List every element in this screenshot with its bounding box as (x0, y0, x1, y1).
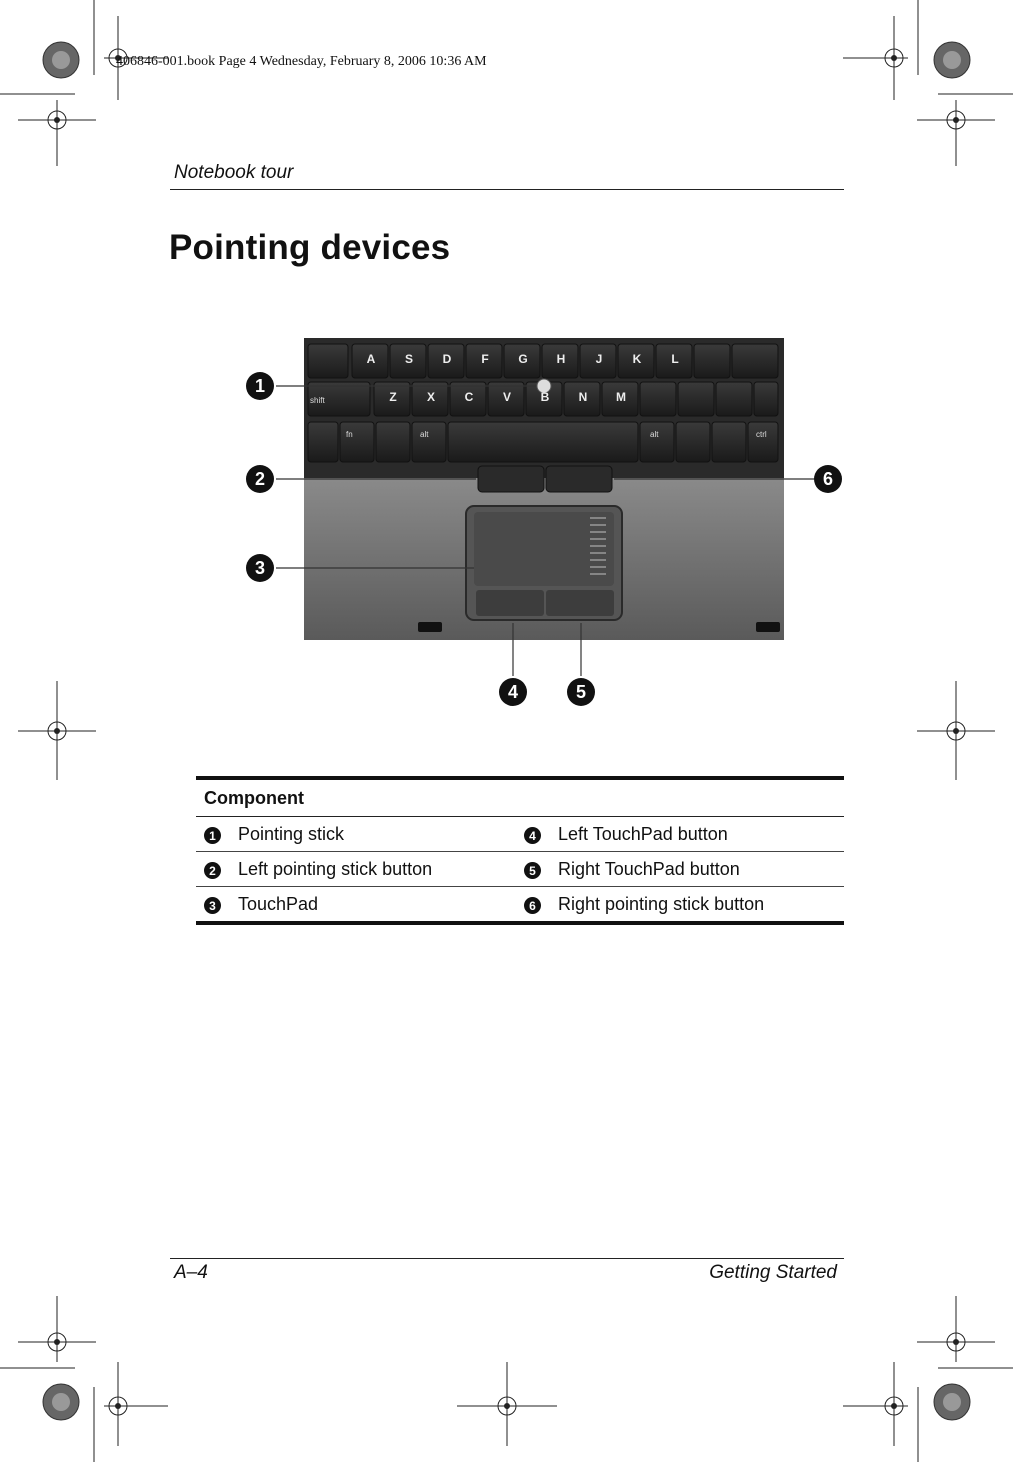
callout-badge: 3 (204, 897, 221, 914)
footer-rule (170, 1258, 844, 1259)
callout-3: 3 (246, 554, 274, 582)
component-name: Right TouchPad button (550, 852, 844, 887)
component-name: Pointing stick (230, 817, 516, 852)
component-name: TouchPad (230, 887, 516, 924)
callout-badge: 1 (204, 827, 221, 844)
table-row (196, 852, 844, 887)
callout-5: 5 (567, 678, 595, 706)
key-shift-left: shift (310, 396, 325, 405)
key-fn: fn (346, 430, 353, 439)
header-rule (170, 189, 844, 190)
callout-4: 4 (499, 678, 527, 706)
key-row-bottom: Z X C V B N M (389, 390, 626, 404)
table-row (196, 817, 844, 852)
component-name: Left TouchPad button (550, 817, 844, 852)
page-title: Pointing devices (169, 228, 451, 267)
component-table (196, 776, 844, 925)
callout-badge: 5 (524, 862, 541, 879)
table-row (196, 887, 844, 924)
running-head: Notebook tour (174, 162, 294, 183)
component-name: Right pointing stick button (550, 887, 844, 924)
callout-badge: 6 (524, 897, 541, 914)
pointing-devices-figure (240, 330, 850, 710)
table-header: Component (196, 778, 844, 817)
key-alt-right: alt (650, 430, 659, 439)
key-row-home: A S D F G H J K L (366, 352, 679, 366)
component-name: Left pointing stick button (230, 852, 516, 887)
print-slug: 406846-001.book Page 4 Wednesday, February 8, 2006 10:36 AM (116, 54, 487, 69)
callout-badge: 2 (204, 862, 221, 879)
callout-2: 2 (246, 465, 274, 493)
callout-6: 6 (814, 465, 842, 493)
table-header-row (196, 778, 844, 817)
key-ctrl: ctrl (756, 430, 767, 439)
book-title: Getting Started (709, 1262, 837, 1283)
key-alt-left: alt (420, 430, 429, 439)
keyboard-illustration (240, 330, 850, 710)
callout-1: 1 (246, 372, 274, 400)
page-number: A–4 (174, 1262, 208, 1283)
callout-badge: 4 (524, 827, 541, 844)
